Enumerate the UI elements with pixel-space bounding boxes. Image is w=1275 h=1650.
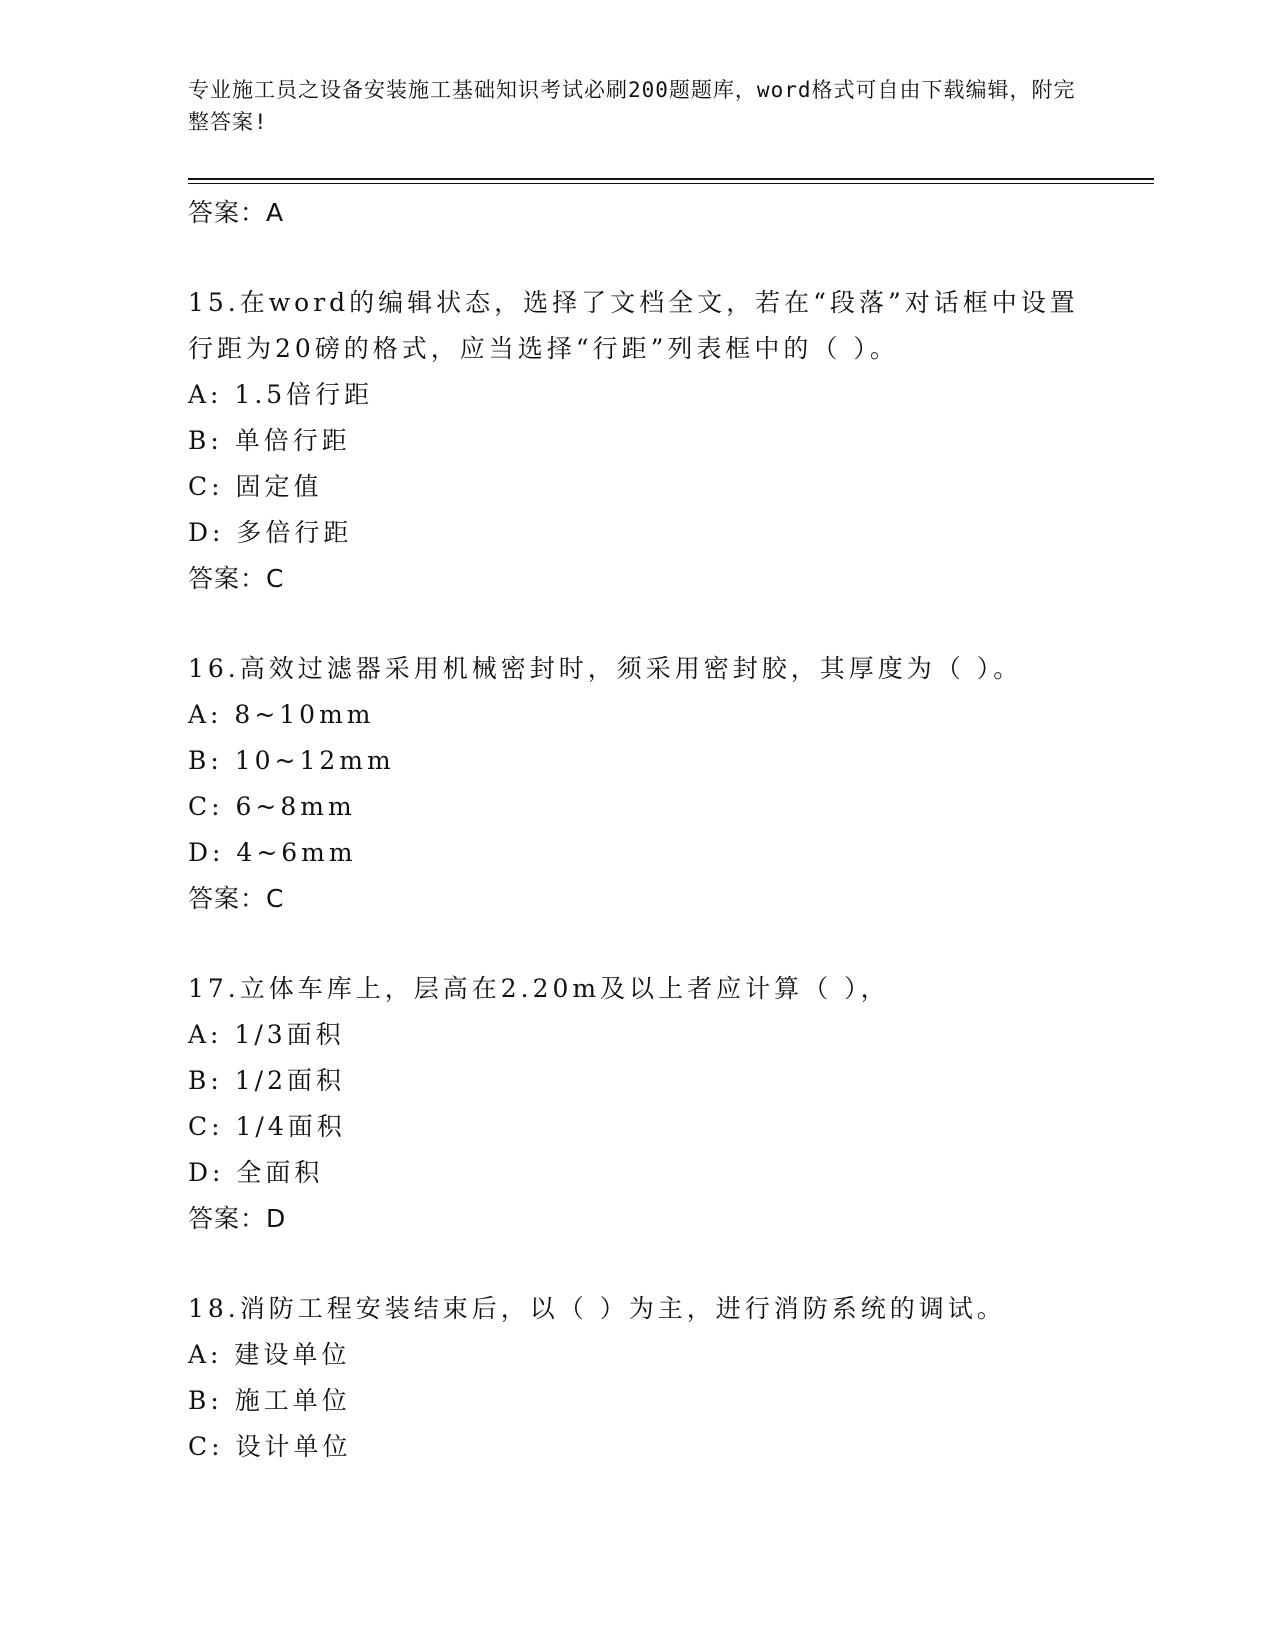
question-17-stem: 17.立体车库上，层高在2.20m及以上者应计算（ ）， <box>188 974 890 1003</box>
question-16-option-b: B: 10~12mm <box>188 746 395 775</box>
answer-line-16: 答案：C <box>188 884 285 913</box>
question-15-option-d: D: 多倍行距 <box>188 518 353 547</box>
header-divider-thick <box>188 178 1154 180</box>
question-15-option-c: C: 固定值 <box>188 472 323 501</box>
answer-line-17: 答案：D <box>188 1204 287 1233</box>
question-16-option-a: A: 8~10mm <box>188 700 375 729</box>
question-15-option-b: B: 单倍行距 <box>188 426 351 455</box>
question-18-option-c: C: 设计单位 <box>188 1432 352 1461</box>
question-16-option-d: D: 4~6mm <box>188 838 357 867</box>
question-15-stem: 15.在word的编辑状态，选择了文档全文，若在“段落”对话框中设置行距为20磅的格式，应当选择“行距”列表框中的（ ）。 <box>188 288 1079 363</box>
answer-line-14: 答案：A <box>188 198 285 227</box>
question-16-option-c: C: 6~8mm <box>188 792 356 821</box>
question-list <box>188 190 1088 1470</box>
question-18-option-b: B: 施工单位 <box>188 1386 351 1415</box>
question-17-option-d: D: 全面积 <box>188 1158 324 1187</box>
question-16-stem: 16.高效过滤器采用机械密封时，须采用密封胶，其厚度为（ ）。 <box>188 654 1023 683</box>
question-18-stem: 18.消防工程安装结束后，以（ ）为主，进行消防系统的调试。 <box>188 1294 1006 1323</box>
question-17-option-c: C: 1/4面积 <box>188 1112 346 1141</box>
question-17-option-a: A: 1/3面积 <box>188 1020 345 1049</box>
question-15-option-a: A: 1.5倍行距 <box>188 380 374 409</box>
header-divider-thin <box>188 183 1154 184</box>
question-18-option-a: A: 建设单位 <box>188 1340 351 1369</box>
answer-line-15: 答案：C <box>188 564 285 593</box>
question-17-option-b: B: 1/2面积 <box>188 1066 345 1095</box>
document-header: 专业施工员之设备安装施工基础知识考试必刷200题题库，word格式可自由下载编辑，附完整答案! <box>188 78 1076 134</box>
